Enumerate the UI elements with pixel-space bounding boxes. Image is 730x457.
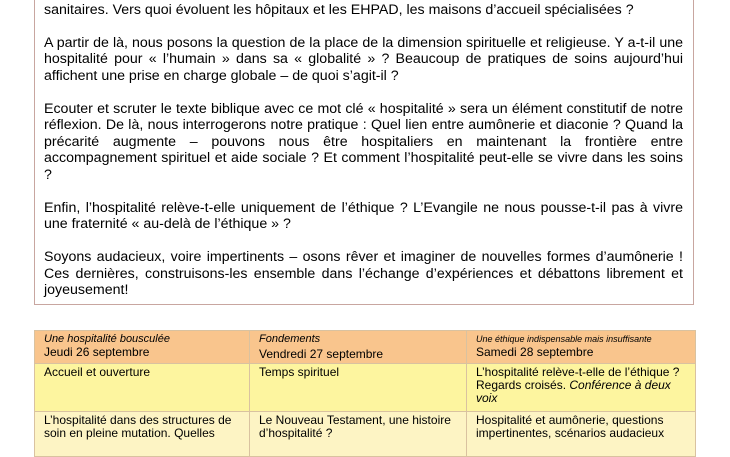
program-cell-text: L’hospitalité relève-t-elle de l’éthique ? Regards croisés. [476, 365, 680, 392]
intro-paragraph: sanitaires. Vers quoi évoluent les hôpitaux et les EHPAD, les maisons d’accueil spécialisées ? [44, 1, 634, 18]
day-theme: Fondements [259, 333, 321, 345]
program-cell: Le Nouveau Testament, une histoire d’hospitalité ? [250, 412, 467, 457]
program-cell-note: Conférence à deux voix [476, 378, 671, 405]
day-date: Jeudi 26 septembre [44, 345, 150, 359]
intro-text-box [34, 0, 694, 305]
program-cell: Hospitalité et aumônerie, questions impertinentes, scénarios audacieux [467, 412, 696, 457]
program-cell: L’hospitalité dans des structures de soin en pleine mutation. Quelles [35, 412, 250, 457]
day-theme: Une éthique indispensable mais insuffisante [476, 334, 652, 344]
day-date: Vendredi 27 septembre [259, 347, 384, 361]
program-row [35, 364, 696, 412]
program-cell: Temps spirituel [250, 364, 467, 412]
program-header-row [35, 331, 696, 364]
program-row [35, 412, 696, 457]
program-cell [467, 364, 696, 412]
intro-paragraph: Ecouter et scruter le texte biblique avec ce mot clé « hospitalité » sera un élément constitutif de notre réflexion. De là, nous interrogerons notre pratique : Quel lien entre aumônerie et diaconie ? Quand la précarité augmente – pouvons nous être hospitaliers en maintenant la frontière entre accompagnement spirituel et aide sociale ? Et comment l’hospitalité peut-elle se vivre dans les soins ? [44, 100, 683, 183]
day-header-friday [250, 331, 467, 364]
day-theme: Une hospitalité bousculée [44, 333, 170, 345]
day-header-saturday [467, 331, 696, 364]
day-date: Samedi 28 septembre [476, 345, 594, 359]
intro-paragraph: Soyons audacieux, voire impertinents – osons rêver et imaginer de nouvelles formes d’aumônerie ! Ces dernières, construisons-les ensemble dans l’échange d’expériences et débattons librement et joyeusement! [44, 249, 683, 298]
intro-paragraph: A partir de là, nous posons la question de la place de la dimension spirituelle et religieuse. Y a-t-il une hospitalité pour « l’humain » dans sa « globalité » ? Beaucoup de pratiques de soins aujourd’hui affichent une prise en charge globale – de quoi s’agit-il ? [44, 34, 683, 84]
day-header-thursday [35, 331, 250, 364]
intro-paragraph: Enfin, l’hospitalité relève-t-elle uniquement de l’éthique ? L’Evangile ne nous pousse-t-il pas à vivre une fraternité « au-delà de l’éthique » ? [44, 199, 683, 232]
program-cell: Accueil et ouverture [35, 364, 250, 412]
